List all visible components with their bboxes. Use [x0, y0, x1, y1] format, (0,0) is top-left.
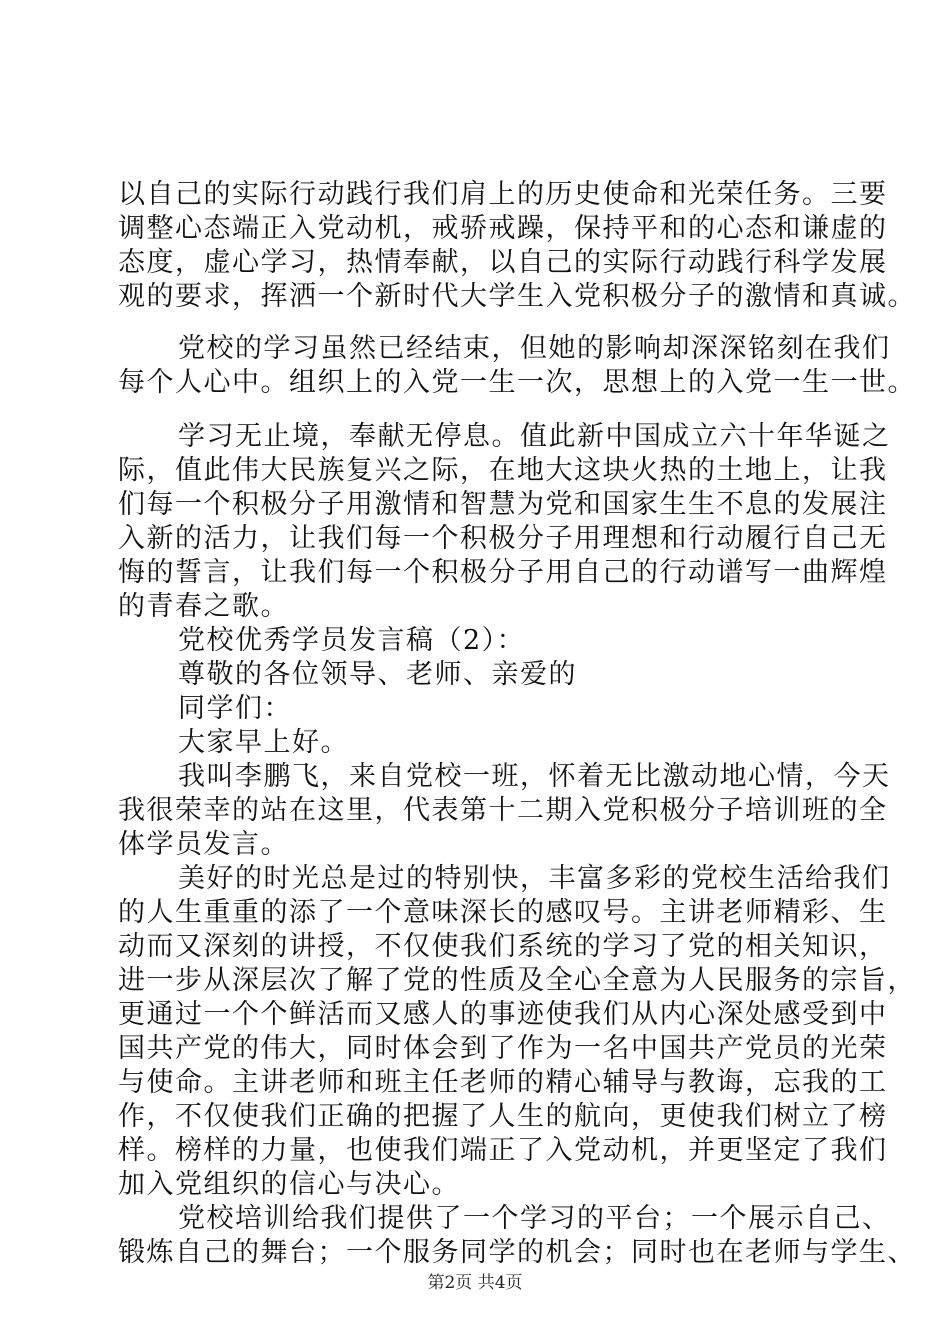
text-line: 样。榜样的力量，也使我们端正了入党动机，并更坚定了我们	[118, 1135, 888, 1166]
text-line: 锻炼自己的舞台；一个服务同学的机会；同时也在老师与学生、	[118, 1237, 916, 1268]
text-line: 悔的誓言，让我们每一个积极分子用自己的行动谱写一曲辉煌	[118, 557, 888, 588]
text-line: 我很荣幸的站在这里，代表第十二期入党积极分子培训班的全	[118, 795, 888, 826]
text-line: 际，值此伟大民族复兴之际，在地大这块火热的土地上，让我	[118, 455, 888, 486]
text-line: 学习无止境，奉献无停息。值此新中国成立六十年华诞之	[178, 421, 891, 452]
text-line: 的青春之歌。	[118, 591, 289, 622]
salutation-line: 同学们：	[178, 693, 292, 724]
text-line: 以自己的实际行动践行我们肩上的历史使命和光荣任务。三要	[118, 179, 888, 210]
text-line: 加入党组织的信心与决心。	[118, 1169, 460, 1200]
section-heading: 党校优秀学员发言稿（2）：	[178, 625, 526, 656]
text-line: 调整心态端正入党动机，戒骄戒躁，保持平和的心态和谦虚的	[118, 213, 888, 244]
text-line: 党校的学习虽然已经结束，但她的影响却深深铭刻在我们	[178, 333, 891, 364]
text-line: 的人生重重的添了一个意味深长的感叹号。主讲老师精彩、生	[118, 897, 888, 928]
salutation-line: 尊敬的各位领导、老师、亲爱的	[178, 659, 577, 690]
text-line: 党校培训给我们提供了一个学习的平台；一个展示自己、	[178, 1203, 891, 1234]
text-line: 每个人心中。组织上的入党一生一次，思想上的入党一生一世。	[118, 367, 916, 398]
greeting-line: 大家早上好。	[178, 727, 349, 758]
text-line: 动而又深刻的讲授，不仅使我们系统的学习了党的相关知识，	[118, 931, 888, 962]
text-line: 美好的时光总是过的特别快，丰富多彩的党校生活给我们	[178, 863, 891, 894]
text-line: 们每一个积极分子用激情和智慧为党和国家生生不息的发展注	[118, 489, 888, 520]
text-line: 进一步从深层次了解了党的性质及全心全意为人民服务的宗旨，	[118, 965, 916, 996]
text-line: 国共产党的伟大，同时体会到了作为一名中国共产党员的光荣	[118, 1033, 888, 1064]
page-number-footer: 第2页 共4页	[427, 1273, 523, 1293]
text-line: 作，不仅使我们正确的把握了人生的航向，更使我们树立了榜	[118, 1101, 888, 1132]
text-line: 态度，虚心学习，热情奉献，以自己的实际行动践行科学发展	[118, 247, 888, 278]
text-line: 我叫李鹏飞，来自党校一班，怀着无比激动地心情，今天	[178, 761, 891, 792]
text-line: 与使命。主讲老师和班主任老师的精心辅导与教诲，忘我的工	[118, 1067, 888, 1098]
text-line: 观的要求，挥洒一个新时代大学生入党积极分子的激情和真诚。	[118, 281, 916, 312]
text-line: 入新的活力，让我们每一个积极分子用理想和行动履行自己无	[118, 523, 888, 554]
text-line: 体学员发言。	[118, 829, 289, 860]
text-line: 更通过一个个鲜活而又感人的事迹使我们从内心深处感受到中	[118, 999, 888, 1030]
